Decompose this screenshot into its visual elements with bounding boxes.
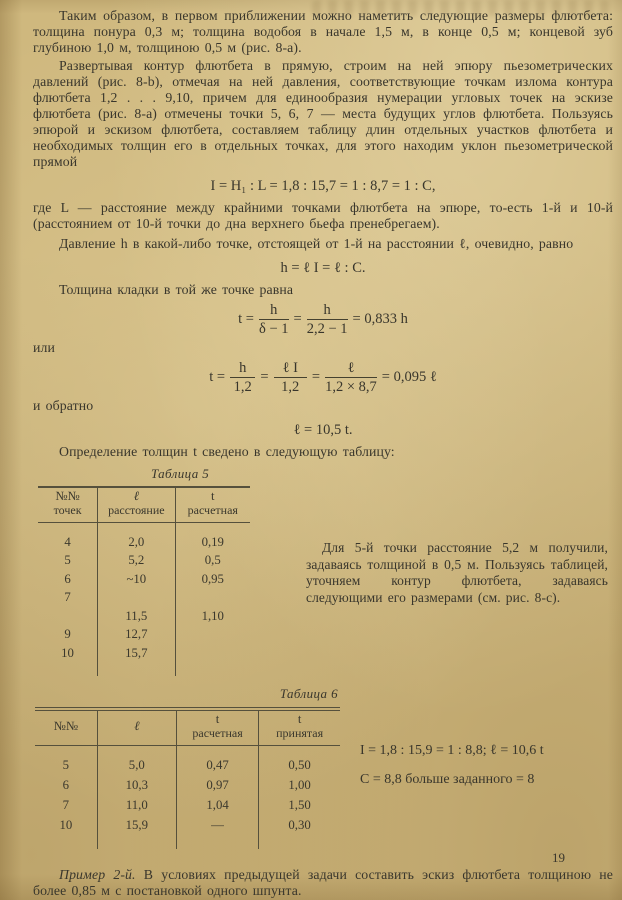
formula-C-comparison: C = 8,8 больше заданного = 8 <box>360 771 535 787</box>
formula-rhs: = 0,833 h <box>352 310 408 327</box>
table-cell: 10,3 <box>97 776 176 796</box>
table-cell <box>259 836 340 849</box>
paragraph-inverse: и обратно <box>33 398 94 413</box>
table5 <box>38 486 250 676</box>
equals-sign: = <box>293 310 302 327</box>
table6-row-with-formulas <box>33 707 613 849</box>
example-text: В условиях предыдущей задачи составить эскиз флютбета толщиною не более 0,85 м с постановкой одного шпунта. <box>33 866 614 898</box>
table6-header-distance <box>97 709 176 746</box>
table-cell: 1,50 <box>259 796 340 816</box>
table-row <box>38 570 250 589</box>
paragraph-or: или <box>33 340 55 355</box>
formula-rhs: = 0,095 ℓ <box>381 368 437 385</box>
table-row <box>38 552 250 571</box>
table-cell: 1,04 <box>176 796 258 816</box>
table-cell: 15,7 <box>98 644 175 663</box>
table5-body <box>38 523 250 676</box>
table-row <box>38 589 250 608</box>
table-cell <box>175 644 250 663</box>
fraction-denominator: δ − 1 <box>259 321 289 337</box>
fraction <box>307 302 348 337</box>
table-cell <box>175 663 250 676</box>
paragraph-flutbed-sizes: Таким образом, в первом приближении можно наметить следующие размеры флютбета: толщина понура 0,3 м; толщина водобоя в начале 1,5 м, в конце 0,5 м; концевой зуб глубиною 1,0 м, толщиною 0,5 м (рис. 8-а). <box>33 8 613 55</box>
table-cell: 0,97 <box>176 776 258 796</box>
fraction-numerator: ℓ I <box>274 360 307 378</box>
header-line: расстояние <box>108 503 165 517</box>
fraction-denominator: 1,2 <box>233 379 252 395</box>
table-cell: 0,19 <box>175 523 250 552</box>
table-cell: 9 <box>64 627 71 642</box>
table6-head <box>35 709 340 746</box>
table-cell <box>35 836 97 849</box>
paragraph-masonry-thickness: Толщина кладки в той же точке равна <box>59 282 294 297</box>
formula-slope-updated: I = 1,8 : 15,9 = 1 : 8,8; ℓ = 10,6 t <box>360 742 544 758</box>
table-cell: 10 <box>61 645 74 660</box>
paragraph-contour-development: Развертывая контур флютбета в прямую, строим на ней эпюру пьезометрических давлений (рис. 8-b), отмечая на ней давления, соответствующие точкам излома контура флютбета 1,2 . . . 9,10, причем для единообразия нумерации угловых точек на эскизе флютбета (рис. 8-а) отмечены точки 5, 6, 7 — места будущих углов флютбета. Пользуясь эпюрой и эскизом флютбета, составляем таблицу длин отдельных участков флютбета и необходимых толщин его в отдельных точках, для этого находим уклон пьезометрической прямой <box>33 58 613 169</box>
table-cell: 5 <box>64 553 71 568</box>
table5-row-with-sidenote <box>33 486 613 676</box>
table5-header-row <box>38 487 250 523</box>
fraction <box>325 360 377 395</box>
table-cell: 5 <box>62 758 70 772</box>
header-line: №№ <box>55 489 80 503</box>
formula-pressure: h = ℓ I = ℓ : C. <box>280 260 366 276</box>
fraction-denominator: 2,2 − 1 <box>306 321 348 337</box>
table-rule-extension <box>38 663 250 676</box>
table-cell <box>38 663 98 676</box>
header-line: №№ <box>53 718 79 733</box>
paragraph-where-L: где L — расстояние между крайними точками флютбета на эпюре, то-есть 1-й и 10-й (расстоянием от 10-й точки до дна верхнего бьефа пренебрегаем). <box>33 200 613 231</box>
formula-lhs: t = <box>209 368 226 385</box>
side-note-point5: Для 5-й точки расстояние 5,2 м получили, задаваясь толщиной в 0,5 м. Пользуясь таблицей, уточняем контур флютбета, задаваясь следующими его размерами (см. рис. 8-c). <box>306 540 608 605</box>
table6-header-row <box>35 709 340 746</box>
table-row <box>35 745 340 776</box>
table6-body <box>35 745 340 849</box>
table-cell: 11,0 <box>97 796 176 816</box>
table-cell: 0,95 <box>175 570 250 589</box>
table-cell: 4 <box>64 534 71 549</box>
header-line: точек <box>53 503 82 517</box>
table-cell: 1,10 <box>175 607 250 626</box>
fraction-numerator: ℓ <box>325 360 377 378</box>
table-cell: 5,0 <box>97 745 176 776</box>
table-cell: 0,47 <box>176 745 258 776</box>
table6-header-t-accepted <box>259 709 340 746</box>
fraction-numerator: h <box>307 302 348 320</box>
table6-header-t-calculated <box>176 709 258 746</box>
header-line: принятая <box>276 725 324 740</box>
page-content <box>33 8 613 899</box>
fraction-denominator: 1,2 × 8,7 <box>325 379 377 395</box>
fraction-numerator: h <box>230 360 255 378</box>
table-cell: 2,0 <box>98 523 175 552</box>
table-cell: 0,30 <box>259 816 340 836</box>
equals-sign: = <box>260 368 269 385</box>
paragraph-example-2 <box>33 867 613 899</box>
formula-slope: I = H₁ : L = 1,8 : 15,7 = 1 : 8,7 = 1 : C, <box>210 178 436 194</box>
table-cell: 15,9 <box>97 816 176 836</box>
table-cell: ~10 <box>98 570 175 589</box>
table-cell <box>175 626 250 645</box>
table-cell: — <box>176 816 258 836</box>
formula-inverse: ℓ = 10,5 t. <box>293 422 353 438</box>
table6-side-formulas <box>360 743 544 801</box>
table-rule-extension <box>35 836 340 849</box>
header-line: t <box>210 489 215 503</box>
table-cell: 0,5 <box>175 552 250 571</box>
table5-header-t-calculated <box>175 487 250 523</box>
formula-thickness-1 <box>33 302 613 337</box>
table-cell <box>175 589 250 608</box>
table-row <box>38 644 250 663</box>
table-cell: 11,5 <box>98 607 175 626</box>
header-line: t <box>215 711 220 726</box>
table5-caption: Таблица 5 <box>151 466 210 481</box>
paragraph-pressure: Давление h в какой-либо точке, отстоящей от 1-й на расстоянии ℓ, очевидно, равно <box>59 236 574 251</box>
table-cell <box>98 589 175 608</box>
paragraph-table-intro: Определение толщин t сведено в следующую таблицу: <box>59 444 395 459</box>
table-row <box>35 816 340 836</box>
table6-caption: Таблица 6 <box>279 685 338 701</box>
header-line: расчетная <box>187 503 238 517</box>
table-cell <box>98 663 175 676</box>
formula-thickness-2 <box>33 360 613 395</box>
header-line: t <box>297 711 302 726</box>
header-line: расчетная <box>192 725 243 740</box>
table-cell <box>38 607 98 626</box>
equals-sign: = <box>311 368 321 385</box>
example-lead: Пример 2-й. <box>59 866 136 882</box>
table-cell: 7 <box>62 798 70 812</box>
table-cell: 1,00 <box>259 776 340 796</box>
fraction-numerator: h <box>259 302 289 320</box>
table-cell: 6 <box>62 778 70 792</box>
table-cell: 10 <box>59 818 73 832</box>
table-row <box>38 523 250 552</box>
fraction <box>230 360 255 395</box>
table6 <box>35 707 340 849</box>
table-cell: 6 <box>64 571 71 586</box>
table-row <box>38 626 250 645</box>
table-row <box>35 796 340 816</box>
fraction <box>274 360 307 395</box>
header-line: ℓ <box>134 718 140 733</box>
table-cell: 12,7 <box>98 626 175 645</box>
fraction-denominator: 1,2 <box>281 379 300 395</box>
table-cell: 5,2 <box>98 552 175 571</box>
table-row <box>35 776 340 796</box>
page-number: 19 <box>552 850 565 865</box>
table5-header-distance <box>98 487 175 523</box>
table-cell <box>97 836 176 849</box>
table5-header-points <box>38 487 98 523</box>
table-cell: 0,50 <box>259 745 340 776</box>
formula-lhs: t = <box>238 310 254 327</box>
table6-header-points <box>35 709 97 746</box>
table5-head <box>38 487 250 523</box>
header-line: ℓ <box>133 489 139 503</box>
table-row <box>38 607 250 626</box>
table-cell <box>176 836 258 849</box>
fraction <box>259 302 289 337</box>
table-cell: 7 <box>64 590 71 605</box>
